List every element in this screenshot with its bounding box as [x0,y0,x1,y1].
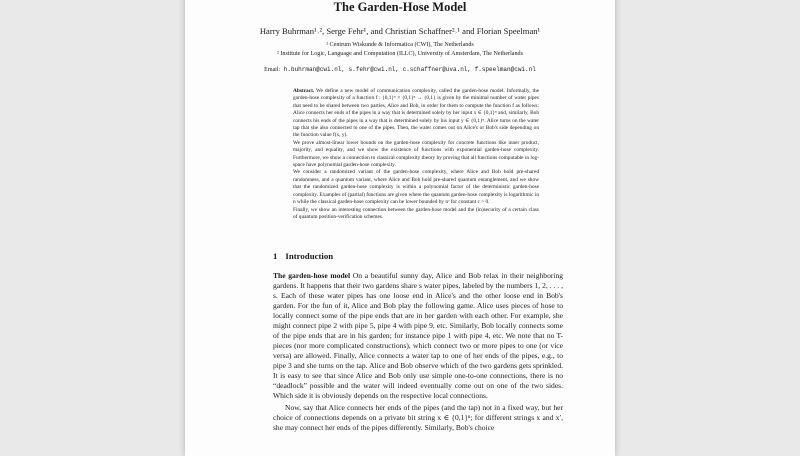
affiliation-1: ¹ Centrum Wiskunde & Informatica (CWI), The Netherlands [326,42,474,48]
section-number: 1 [273,251,278,261]
intro-text [273,271,563,433]
abstract-label: Abstract. [293,88,315,94]
abstract-paragraph [293,88,539,140]
email-addresses: h.buhrman@cwi.nl, s.fehr@cwi.nl, c.schaffner@uva.nl, f.speelman@cwi.nl [283,66,536,73]
abstract-text-1: We define a new model of communication complexity, called the garden-hose model. Informally, the garden-hose complexity of a function f : {0,1}ⁿ × {0,1}ⁿ → {0,1} is given by the minimal number of water pipes that need to be shared between two parties, Alice and Bob, in order for them to compute the function f as follows: Alice connects her ends of the pipes in a way that is determined solely by her input x ∈ {0,1}ⁿ and, similarly, Bob connects his ends of the pipes in a way that is determined solely by his input y ∈ {0,1}ⁿ. Alice turns on the water tap that she also connected to one of the pipes. Then, the water comes out on Alice's or Bob's side depending on the function value f(x, y). [293,88,539,139]
section-heading [273,251,333,261]
abstract [293,88,539,221]
email-label: Email: [264,67,281,73]
author-list: Harry Buhrman¹˒², Serge Fehr¹, and Christian Schaffner²˒¹ and Florian Speelman¹ [259,26,541,36]
intro-paragraph [273,271,563,401]
intro-lead: The garden-hose model [273,271,351,280]
paper-page [185,0,615,456]
intro-paragraph-1-text: On a beautiful sunny day, Alice and Bob relax in their neighboring gardens. It happens that their two gardens share s water pipes, labeled by the numbers 1, 2, . . . , s. Each of these water pipes has one loose end in Alice's and the other loose end in Bob's garden. For the fun of it, Alice and Bob play the following game. Alice uses pieces of hose to locally connect some of the pipe ends that are in her garden with each other. For example, she might connect pipe 2 with pipe 5, pipe 4 with pipe 9, etc. Similarly, Bob locally connects some of the pipe ends that are in his garden; for instance pipe 1 with pipe 4, etc. We note that no T-pieces (nor more complicated constructions), which connect two or more pipes to one (or vice versa) are allowed. Finally, Alice connects a water tap to one of her ends of the pipes, e.g., to pipe 3 and she turns on the tap. Alice and Bob observe which of the two gardens gets sprinkled. It is easy to see that since Alice and Bob only use simple one-to-one connections, there is no “deadlock” possible and the water will indeed eventually come out on one of the two sides. Which side it is obviously depends on the respective local connections. [273,271,563,400]
intro-paragraph: Now, say that Alice connects her ends of the pipes (and the tap) not in a fixed way, but her choice of connections depends on a private bit string x ∈ {0,1}ⁿ; for different strings x and x′, she may connect her ends of the pipes differently. Similarly, Bob's choice [273,403,563,432]
section-title: Introduction [285,251,334,261]
paper-title: The Garden-Hose Model [333,0,467,14]
affiliation-2: ² Institute for Logic, Language and Computation (ILLC), University of Amsterdam, The Netherlands [277,51,523,57]
abstract-paragraph: Finally, we show an interesting connection between the garden-hose model and the (in)security of a certain class of quantum position-verification schemes. [293,206,539,220]
abstract-paragraph: We prove almost-linear lower bounds on the garden-hose complexity for concrete functions like inner product, majority, and equality, and we show the existence of functions with exponential garden-hose complexity. Furthermore, we show a connection to classical complexity theory by proving that all functions computable in log-space have polynomial garden-hose complexity. [293,139,539,169]
abstract-paragraph: We consider a randomized variant of the garden-hose complexity, where Alice and Bob hold pre-shared randomness, and a quantum variant, where Alice and Bob hold pre-shared quantum entanglement, and we show that the randomized garden-hose complexity is within a polynomial factor of the deterministic garden-hose complexity. Examples of (partial) functions are given where the quantum garden-hose complexity is logarithmic in n while the classical garden-hose complexity can be lower bounded by nᶜ for constant c > 0. [293,169,539,206]
email-line [185,66,615,73]
